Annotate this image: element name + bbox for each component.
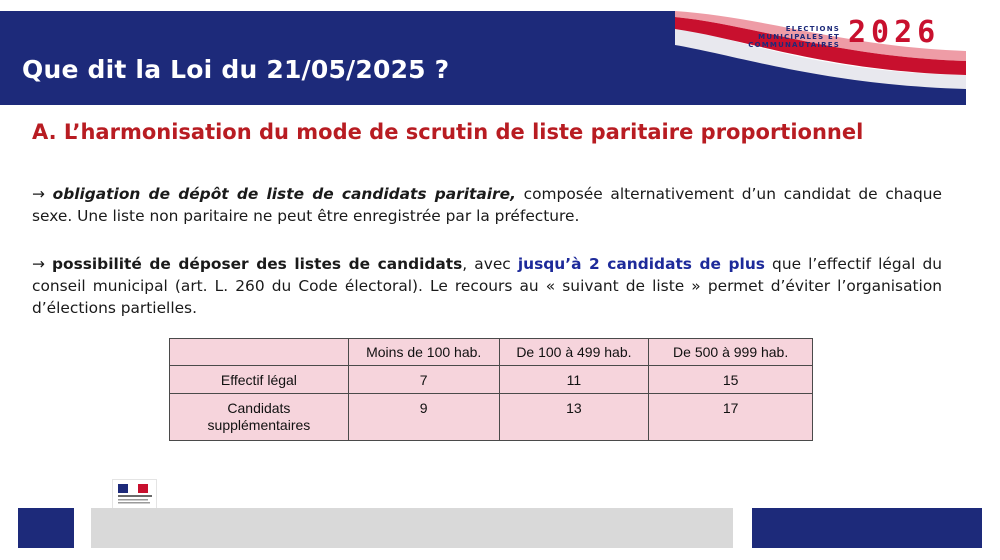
extra-candidates-highlight: jusqu’à 2 candidats de plus: [517, 255, 765, 273]
section-subtitle: A. L’harmonisation du mode de scrutin de liste paritaire proportionnel: [32, 120, 864, 144]
table-header-cell: De 500 à 999 hab.: [649, 339, 813, 366]
table-row: [170, 366, 813, 394]
parity-obligation-emphasis: obligation de dépôt de liste de candidats paritaire,: [52, 185, 516, 203]
table-header-cell: De 100 à 499 hab.: [499, 339, 649, 366]
row-label: Candidats supplémentaires: [170, 394, 349, 441]
table-row: [170, 394, 813, 441]
extra-candidates-text: , avec: [462, 255, 518, 273]
table-cell: 13: [499, 394, 649, 441]
paragraph-extra-candidates: [32, 253, 942, 319]
elections-banner: [675, 11, 966, 105]
table-cell: 17: [649, 394, 813, 441]
table-header-cell: [170, 339, 349, 366]
table-cell: 15: [649, 366, 813, 394]
election-year: 2026: [848, 15, 941, 50]
candidates-table: [169, 338, 813, 441]
page-title: Que dit la Loi du 21/05/2025 ?: [22, 55, 450, 84]
extra-candidates-rest: que l’effectif légal du conseil municipal (art. L. 260 du Code électoral). Le recours au « suivant de liste » permet d’éviter l’organisation d’élections partielles.: [32, 255, 942, 317]
table-header-row: [170, 339, 813, 366]
footer-left-bar: [18, 508, 74, 548]
footer-right-bar: [752, 508, 982, 548]
table-header-cell: Moins de 100 hab.: [348, 339, 499, 366]
extra-candidates-emphasis: possibilité de déposer des listes de candidats: [52, 255, 463, 273]
parity-obligation-text: composée alternativement d’un candidat de chaque sexe. Une liste non paritaire ne peut être enregistrée par la préfecture.: [32, 185, 942, 225]
title-bar: [0, 11, 675, 105]
paragraph-parity-obligation: [32, 183, 942, 227]
table-cell: 9: [348, 394, 499, 441]
elections-label: ELECTIONS MUNICIPALES ET COMMUNAUTAIRES: [748, 25, 840, 49]
arrow-icon: →: [32, 185, 53, 203]
arrow-icon: →: [32, 255, 52, 273]
row-label: Effectif légal: [170, 366, 349, 394]
footer-center-bar: [91, 508, 733, 548]
table-cell: 7: [348, 366, 499, 394]
table-cell: 11: [499, 366, 649, 394]
